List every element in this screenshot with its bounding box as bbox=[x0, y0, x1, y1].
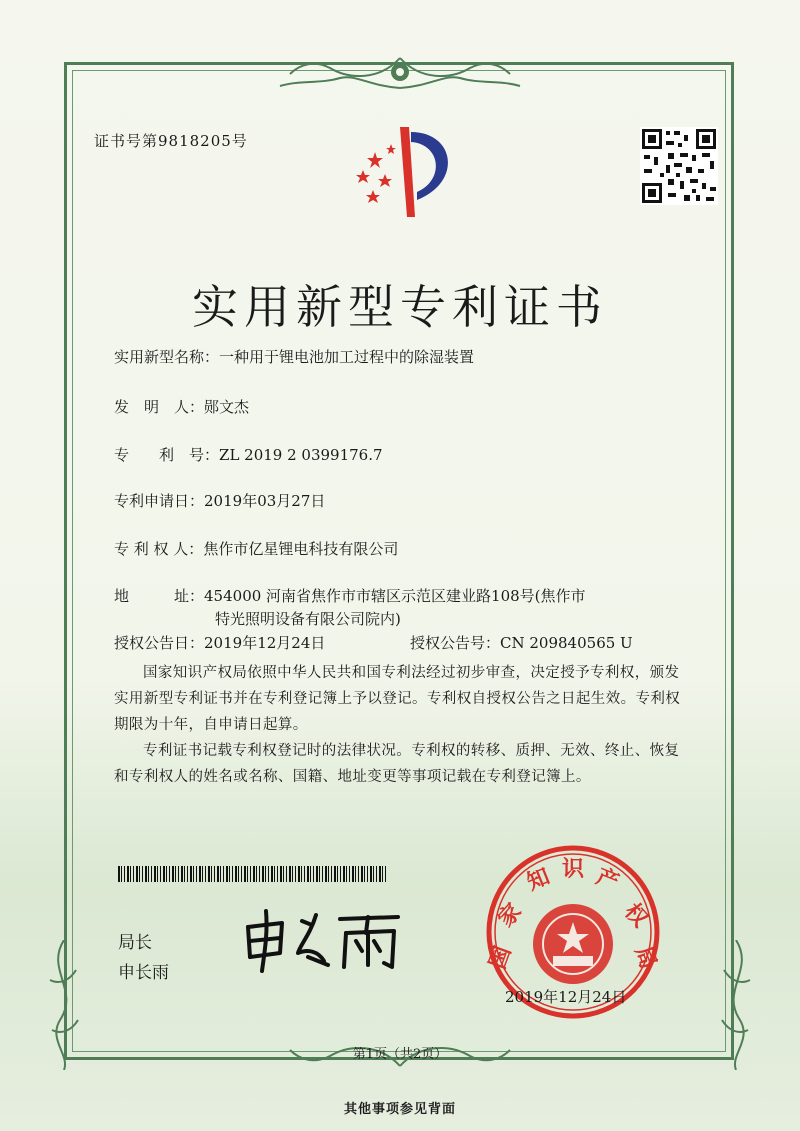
filing-date-value: 2019年03月27日 bbox=[204, 492, 326, 510]
patent-number-row bbox=[114, 444, 383, 465]
svg-text:局: 局 bbox=[629, 943, 661, 973]
utility-model-name-row bbox=[114, 346, 474, 367]
utility-model-name-value: 一种用于锂电池加工过程中的除湿装置 bbox=[219, 348, 475, 366]
address-value-line1: 454000 河南省焦作市市辖区示范区建业路108号(焦作市 bbox=[204, 587, 586, 605]
grant-number-value: CN 209840565 U bbox=[500, 634, 633, 652]
signatory-name: 申长雨 bbox=[118, 963, 169, 983]
svg-text:家: 家 bbox=[493, 899, 527, 933]
svg-text:权: 权 bbox=[619, 899, 653, 933]
patentee-value: 焦作市亿星锂电科技有限公司 bbox=[203, 540, 399, 558]
cnipa-logo-icon bbox=[345, 122, 465, 222]
svg-text:国: 国 bbox=[485, 943, 517, 973]
document-title: 实用新型专利证书 bbox=[192, 279, 608, 334]
seal-date: 2019年12月24日 bbox=[505, 988, 627, 1006]
grant-date-row bbox=[114, 632, 325, 653]
patentee-label: 专 利 权 人： bbox=[114, 540, 204, 558]
svg-text:知: 知 bbox=[523, 864, 554, 896]
grant-date-label: 授权公告日： bbox=[114, 634, 205, 652]
patent-number-label: 专 利 号： bbox=[114, 446, 220, 464]
grant-date-value: 2019年12月24日 bbox=[204, 634, 326, 652]
legal-status-paragraph: 专利证书记载专利权登记时的法律状况。专利权的转移、质押、无效、终止、恢复和专利权人的姓名或名称、国籍、地址变更等事项记载在专利登记簿上。 bbox=[114, 743, 680, 785]
handwritten-signature bbox=[238, 905, 408, 975]
address-row bbox=[114, 585, 586, 606]
qr-code-icon bbox=[640, 127, 718, 205]
svg-text:识: 识 bbox=[561, 857, 585, 882]
page-number: 第1页（共2页） bbox=[352, 1047, 448, 1062]
filing-date-label: 专利申请日： bbox=[114, 492, 205, 510]
inventor-row bbox=[114, 396, 249, 417]
address-label: 地 址： bbox=[114, 587, 205, 605]
address-value-line2: 特光照明设备有限公司院内) bbox=[215, 610, 401, 628]
utility-model-name-label: 实用新型名称： bbox=[114, 348, 220, 366]
grant-number-row bbox=[410, 632, 633, 653]
inventor-value: 郧文杰 bbox=[204, 398, 250, 416]
barcode-icon bbox=[118, 866, 386, 882]
filing-date-row bbox=[114, 490, 325, 511]
patentee-row bbox=[114, 538, 398, 559]
grant-statement-paragraph: 国家知识产权局依照中华人民共和国专利法经过初步审查，决定授予专利权，颁发实用新型专利证书并在专利登记簿上予以登记。专利权自授权公告之日起生效。专利权期限为十年，自申请日起算。 bbox=[114, 665, 681, 733]
top-ornament-icon bbox=[260, 50, 540, 94]
patent-number-value: ZL 2019 2 0399176.7 bbox=[219, 446, 383, 464]
grant-number-label: 授权公告号： bbox=[410, 634, 501, 652]
svg-text:产: 产 bbox=[592, 864, 623, 896]
signatory-title: 局长 bbox=[118, 933, 152, 953]
inventor-label: 发 明 人： bbox=[114, 398, 205, 416]
footer-note: 其他事项参见背面 bbox=[343, 1102, 456, 1117]
certificate-number: 证书号第9818205号 bbox=[94, 132, 248, 150]
